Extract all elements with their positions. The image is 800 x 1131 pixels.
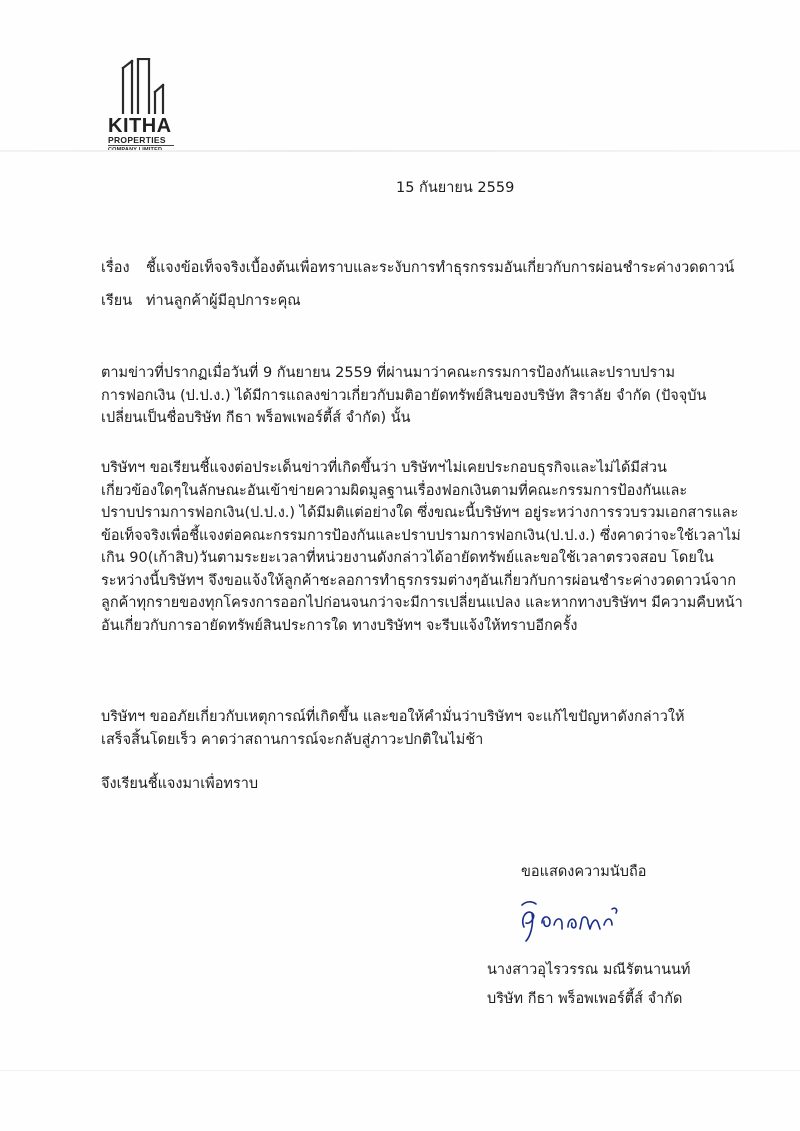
recipient-label: เรียน xyxy=(101,293,133,309)
paragraph-1 xyxy=(101,362,711,430)
header-divider xyxy=(0,150,800,152)
paragraph-line: ลูกค้าทุกรายของทุกโครงการออกไปก่อนจนกว่าจะมีการเปลี่ยนแปลง และหากทางบริษัทฯ มีความคืบหน้า xyxy=(101,595,743,611)
paragraph-line: อันเกี่ยวกับการอายัดทรัพย์สินประการใด ทางบริษัทฯ จะรีบแจ้งให้ทราบอีกครั้ง xyxy=(101,617,578,634)
paragraph-2 xyxy=(101,457,743,637)
letterhead-brand xyxy=(108,116,198,154)
footer-divider xyxy=(0,1070,800,1071)
handwritten-signature xyxy=(512,895,632,945)
brand-subtitle: PROPERTIES xyxy=(108,135,166,145)
paragraph-line: ข้อเท็จจริงเพื่อชี้แจงต่อคณะกรรมการป้องกันและปราบปรามการฟอกเงิน(ป.ป.ง.) ซึ่งคาดว่าจะใช้เวลาไม่ xyxy=(101,527,741,544)
recipient-text: ท่านลูกค้าผู้มีอุปการะคุณ xyxy=(146,293,301,309)
paragraph-line: การฟอกเงิน (ป.ป.ง.) ได้มีการแถลงข่าวเกี่ยวกับมติอายัดทรัพย์สินของบริษัท สิราลัย จำกัด (ปัจจุบัน xyxy=(101,387,707,404)
closing-salutation: ขอแสดงความนับถือ xyxy=(521,864,647,880)
subject-text: ชี้แจงข้อเท็จจริงเบื้องต้นเพื่อทราบและระงับการทำธุรกรรมอันเกี่ยวกับการผ่อนชำระค่างวดดาวน์ xyxy=(146,260,735,276)
paragraph-line: เปลี่ยนเป็นชื่อบริษัท กีธา พร็อพเพอร์ตี้ส์ จำกัด) นั้น xyxy=(101,410,411,426)
paragraph-line: ปราบปรามการฟอกเงิน(ป.ป.ง.) ได้มีมติแต่อย่างใด ซึ่งขณะนี้บริษัทฯ อยู่ระหว่างการรวบรวมเอกสารและ xyxy=(101,505,739,521)
paragraph-line: เกี่ยวข้องใดๆในลักษณะอันเข้าข่ายความผิดมูลฐานเรื่องฟอกเงินตามที่คณะกรรมการป้องกันและ xyxy=(101,482,688,499)
signer-name: นางสาวอุไรวรรณ มณีรัตนานนท์ xyxy=(487,962,691,978)
paragraph-line: บริษัทฯ ขออภัยเกี่ยวกับเหตุการณ์ที่เกิดขึ้น และขอให้คำมั่นว่าบริษัทฯ จะแก้ไขปัญหาดังกล่าวให้ xyxy=(101,709,685,725)
letter-date: 15 กันยายน 2559 xyxy=(396,180,515,196)
signer-company: บริษัท กีธา พร็อพเพอร์ตี้ส์ จำกัด xyxy=(487,991,683,1007)
signature-icon xyxy=(512,895,632,945)
paragraph-line: จึงเรียนชี้แจงมาเพื่อทราบ xyxy=(101,776,259,792)
subject-label: เรื่อง xyxy=(101,260,130,276)
paragraph-line: เสร็จสิ้นโดยเร็ว คาดว่าสถานการณ์จะกลับสู่ภาวะปกติในไม่ช้า xyxy=(101,731,484,748)
paragraph-line: เกิน 90(เก้าสิบ)วันตามระยะเวลาที่หน่วยงานดังกล่าวได้อายัดทรัพย์และขอใช้เวลาตรวจสอบ โดยใน xyxy=(101,550,714,566)
paragraph-3 xyxy=(101,706,711,751)
paragraph-line: ระหว่างนี้บริษัทฯ จึงขอแจ้งให้ลูกค้าชะลอการทำธุรกรรมต่างๆอันเกี่ยวกับการผ่อนชำระค่างวดดาวน์จาก xyxy=(101,572,737,589)
brand-name: KITHA xyxy=(108,115,172,137)
building-logo-icon xyxy=(120,58,166,114)
paragraph-line: บริษัทฯ ขอเรียนชี้แจงต่อประเด็นข่าวที่เกิดขึ้นว่า บริษัทฯไม่เคยประกอบธุรกิจและไม่ได้มีส่วน xyxy=(101,460,667,476)
paragraph-4 xyxy=(101,773,711,796)
paragraph-line: ตามข่าวที่ปรากฏเมื่อวันที่ 9 กันยายน 2559 ที่ผ่านมาว่าคณะกรรมการป้องกันและปราบปราม xyxy=(101,365,676,381)
